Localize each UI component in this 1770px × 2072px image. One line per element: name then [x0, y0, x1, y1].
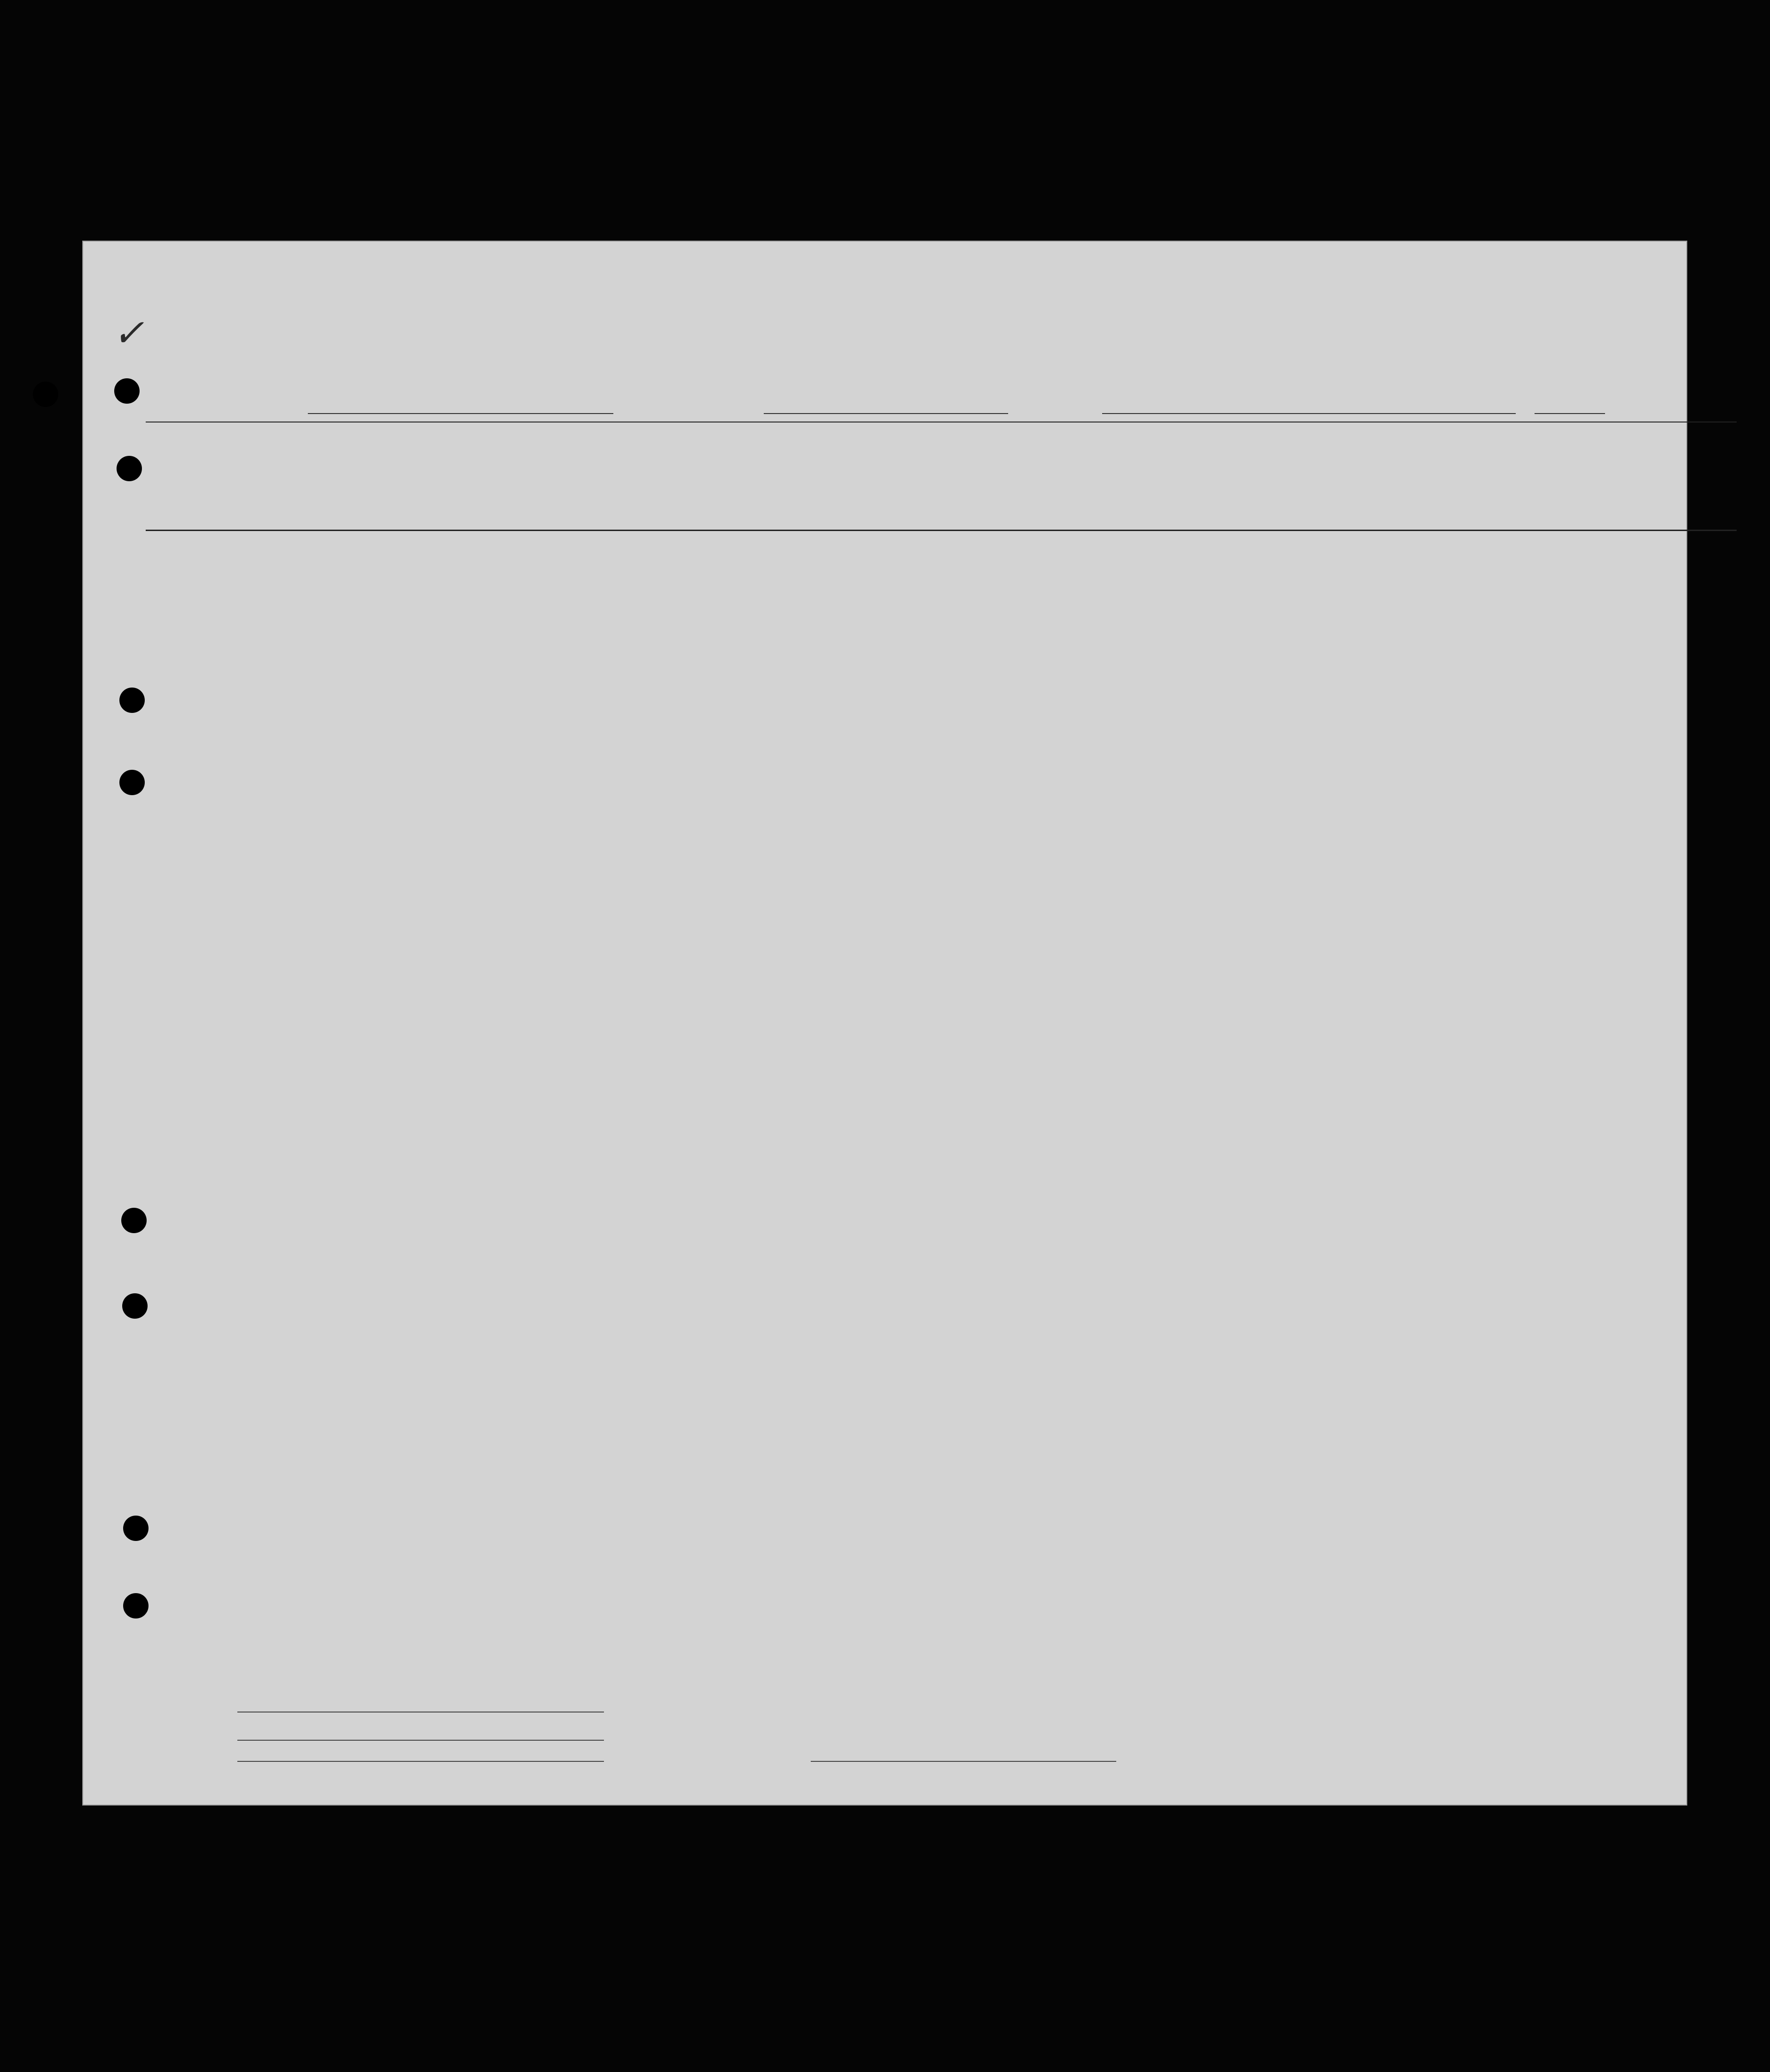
agents-rule: [237, 1761, 604, 1762]
year-rule: [1535, 413, 1605, 414]
punch-hole: [33, 382, 58, 407]
punch-hole: [122, 1293, 148, 1319]
punch-hole: [123, 1516, 149, 1541]
vessel-line: [153, 382, 1612, 417]
punch-hole: [114, 378, 140, 404]
punch-hole: [121, 1208, 147, 1233]
sailing-rule: [764, 413, 1008, 414]
punch-hole: [119, 770, 145, 795]
sheet-number: [1593, 266, 1603, 289]
check-mark: ✓: [113, 311, 145, 355]
punch-hole: [119, 688, 145, 713]
vessel-rule: [308, 413, 613, 414]
punch-hole: [123, 1593, 149, 1619]
arriving-rule: [1102, 413, 1516, 414]
crew-table: [146, 422, 1737, 1658]
punch-hole: [117, 456, 142, 481]
owners-rule: [237, 1740, 604, 1741]
header-bottom-rule: [146, 530, 1737, 531]
signature-rule: [811, 1761, 1116, 1762]
manifest-page: [82, 241, 1687, 1806]
